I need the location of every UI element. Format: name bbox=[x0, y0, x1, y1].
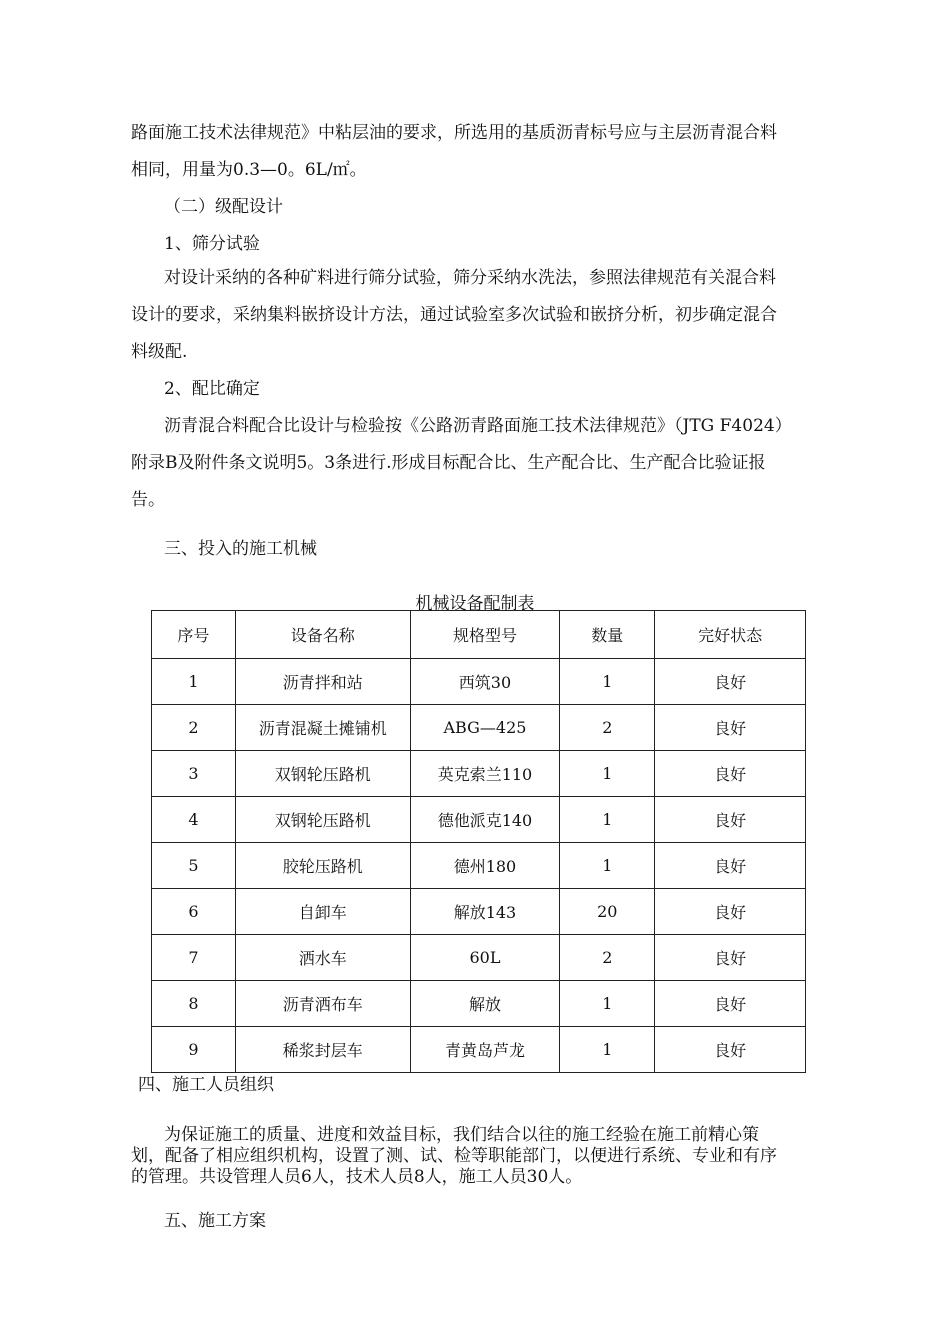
paragraph-line: 料级配. bbox=[131, 342, 188, 362]
table-cell: 20 bbox=[560, 889, 655, 935]
table-cell: 60L bbox=[410, 935, 560, 981]
section-heading: （二）级配设计 bbox=[164, 197, 283, 217]
table-cell: 德他派克140 bbox=[410, 797, 560, 843]
table-cell: 良好 bbox=[655, 705, 806, 751]
table-cell: 良好 bbox=[655, 1027, 806, 1073]
table-cell: 1 bbox=[560, 981, 655, 1027]
table-cell: 9 bbox=[152, 1027, 236, 1073]
table-cell: 良好 bbox=[655, 935, 806, 981]
table-cell: 西筑30 bbox=[410, 659, 560, 705]
table-cell: 沥青洒布车 bbox=[235, 981, 410, 1027]
table-cell: 6 bbox=[152, 889, 236, 935]
equipment-table bbox=[151, 610, 806, 1073]
paragraph-line: 为保证施工的质量、进度和效益目标，我们结合以往的施工经验在施工前精心策 bbox=[164, 1125, 759, 1145]
table-row bbox=[152, 889, 806, 935]
header-cell-name: 设备名称 bbox=[235, 611, 410, 659]
table-cell: 沥青混凝土摊铺机 bbox=[235, 705, 410, 751]
table-cell: 良好 bbox=[655, 981, 806, 1027]
section-heading: 三、投入的施工机械 bbox=[164, 539, 317, 559]
table-cell: 1 bbox=[560, 659, 655, 705]
table-cell: 良好 bbox=[655, 751, 806, 797]
table-row bbox=[152, 843, 806, 889]
table-cell: 德州180 bbox=[410, 843, 560, 889]
table-cell: 1 bbox=[152, 659, 236, 705]
table-row bbox=[152, 1027, 806, 1073]
table-row bbox=[152, 659, 806, 705]
paragraph-line: 告。 bbox=[131, 490, 165, 510]
table-cell: 1 bbox=[560, 751, 655, 797]
table-header-row bbox=[152, 611, 806, 659]
table-row bbox=[152, 981, 806, 1027]
table-cell: 自卸车 bbox=[235, 889, 410, 935]
header-cell-condition: 完好状态 bbox=[655, 611, 806, 659]
table-row bbox=[152, 705, 806, 751]
table-cell: 解放143 bbox=[410, 889, 560, 935]
paragraph-line: 的管理。共设管理人员6人，技术人员8人，施工人员30人。 bbox=[131, 1167, 583, 1187]
table-cell: 稀浆封层车 bbox=[235, 1027, 410, 1073]
table-cell: 良好 bbox=[655, 659, 806, 705]
table-row bbox=[152, 935, 806, 981]
paragraph-line: 沥青混合料配合比设计与检验按《公路沥青路面施工技术法律规范》（JTG F4024） bbox=[164, 416, 792, 436]
table-cell: 2 bbox=[560, 935, 655, 981]
table-cell: 7 bbox=[152, 935, 236, 981]
table-cell: 胶轮压路机 bbox=[235, 843, 410, 889]
section-heading: 四、施工人员组织 bbox=[138, 1075, 274, 1095]
table-cell: 双钢轮压路机 bbox=[235, 751, 410, 797]
table-cell: 洒水车 bbox=[235, 935, 410, 981]
section-heading: 五、施工方案 bbox=[164, 1211, 266, 1231]
table-row bbox=[152, 751, 806, 797]
header-cell-index: 序号 bbox=[152, 611, 236, 659]
paragraph-line: 对设计采纳的各种矿料进行筛分试验，筛分采纳水洗法，参照法律规范有关混合料 bbox=[164, 268, 776, 288]
paragraph-line: 划，配备了相应组织机构，设置了测、试、检等职能部门，以便进行系统、专业和有序 bbox=[131, 1146, 777, 1166]
table-cell: 良好 bbox=[655, 889, 806, 935]
table-cell: 青黄岛芦龙 bbox=[410, 1027, 560, 1073]
table-cell: 双钢轮压路机 bbox=[235, 797, 410, 843]
table-cell: 沥青拌和站 bbox=[235, 659, 410, 705]
table-cell: 2 bbox=[560, 705, 655, 751]
paragraph-line: 设计的要求，采纳集料嵌挤设计方法，通过试验室多次试验和嵌挤分析，初步确定混合 bbox=[131, 305, 777, 325]
table-cell: 1 bbox=[560, 797, 655, 843]
table-cell: 1 bbox=[560, 1027, 655, 1073]
table-cell: 良好 bbox=[655, 843, 806, 889]
table-cell: 4 bbox=[152, 797, 236, 843]
table-cell: 8 bbox=[152, 981, 236, 1027]
table-cell: 英克索兰110 bbox=[410, 751, 560, 797]
paragraph-line: 相同，用量为0.3—0。6L/㎡。 bbox=[131, 160, 367, 180]
subsection-heading: 2、配比确定 bbox=[164, 379, 260, 399]
header-cell-quantity: 数量 bbox=[560, 611, 655, 659]
table-row bbox=[152, 797, 806, 843]
table-caption: 机械设备配制表 bbox=[415, 594, 535, 614]
subsection-heading: 1、筛分试验 bbox=[164, 234, 260, 254]
table-cell: 2 bbox=[152, 705, 236, 751]
table-cell: 5 bbox=[152, 843, 236, 889]
table-cell: 解放 bbox=[410, 981, 560, 1027]
table-cell: 良好 bbox=[655, 797, 806, 843]
paragraph-line: 路面施工技术法律规范》中粘层油的要求，所选用的基质沥青标号应与主层沥青混合料 bbox=[131, 123, 777, 143]
table-cell: 1 bbox=[560, 843, 655, 889]
table-cell: 3 bbox=[152, 751, 236, 797]
paragraph-line: 附录B及附件条文说明5。3条进行.形成目标配合比、生产配合比、生产配合比验证报 bbox=[131, 453, 766, 473]
header-cell-model: 规格型号 bbox=[410, 611, 560, 659]
table-cell: ABG—425 bbox=[410, 705, 560, 751]
